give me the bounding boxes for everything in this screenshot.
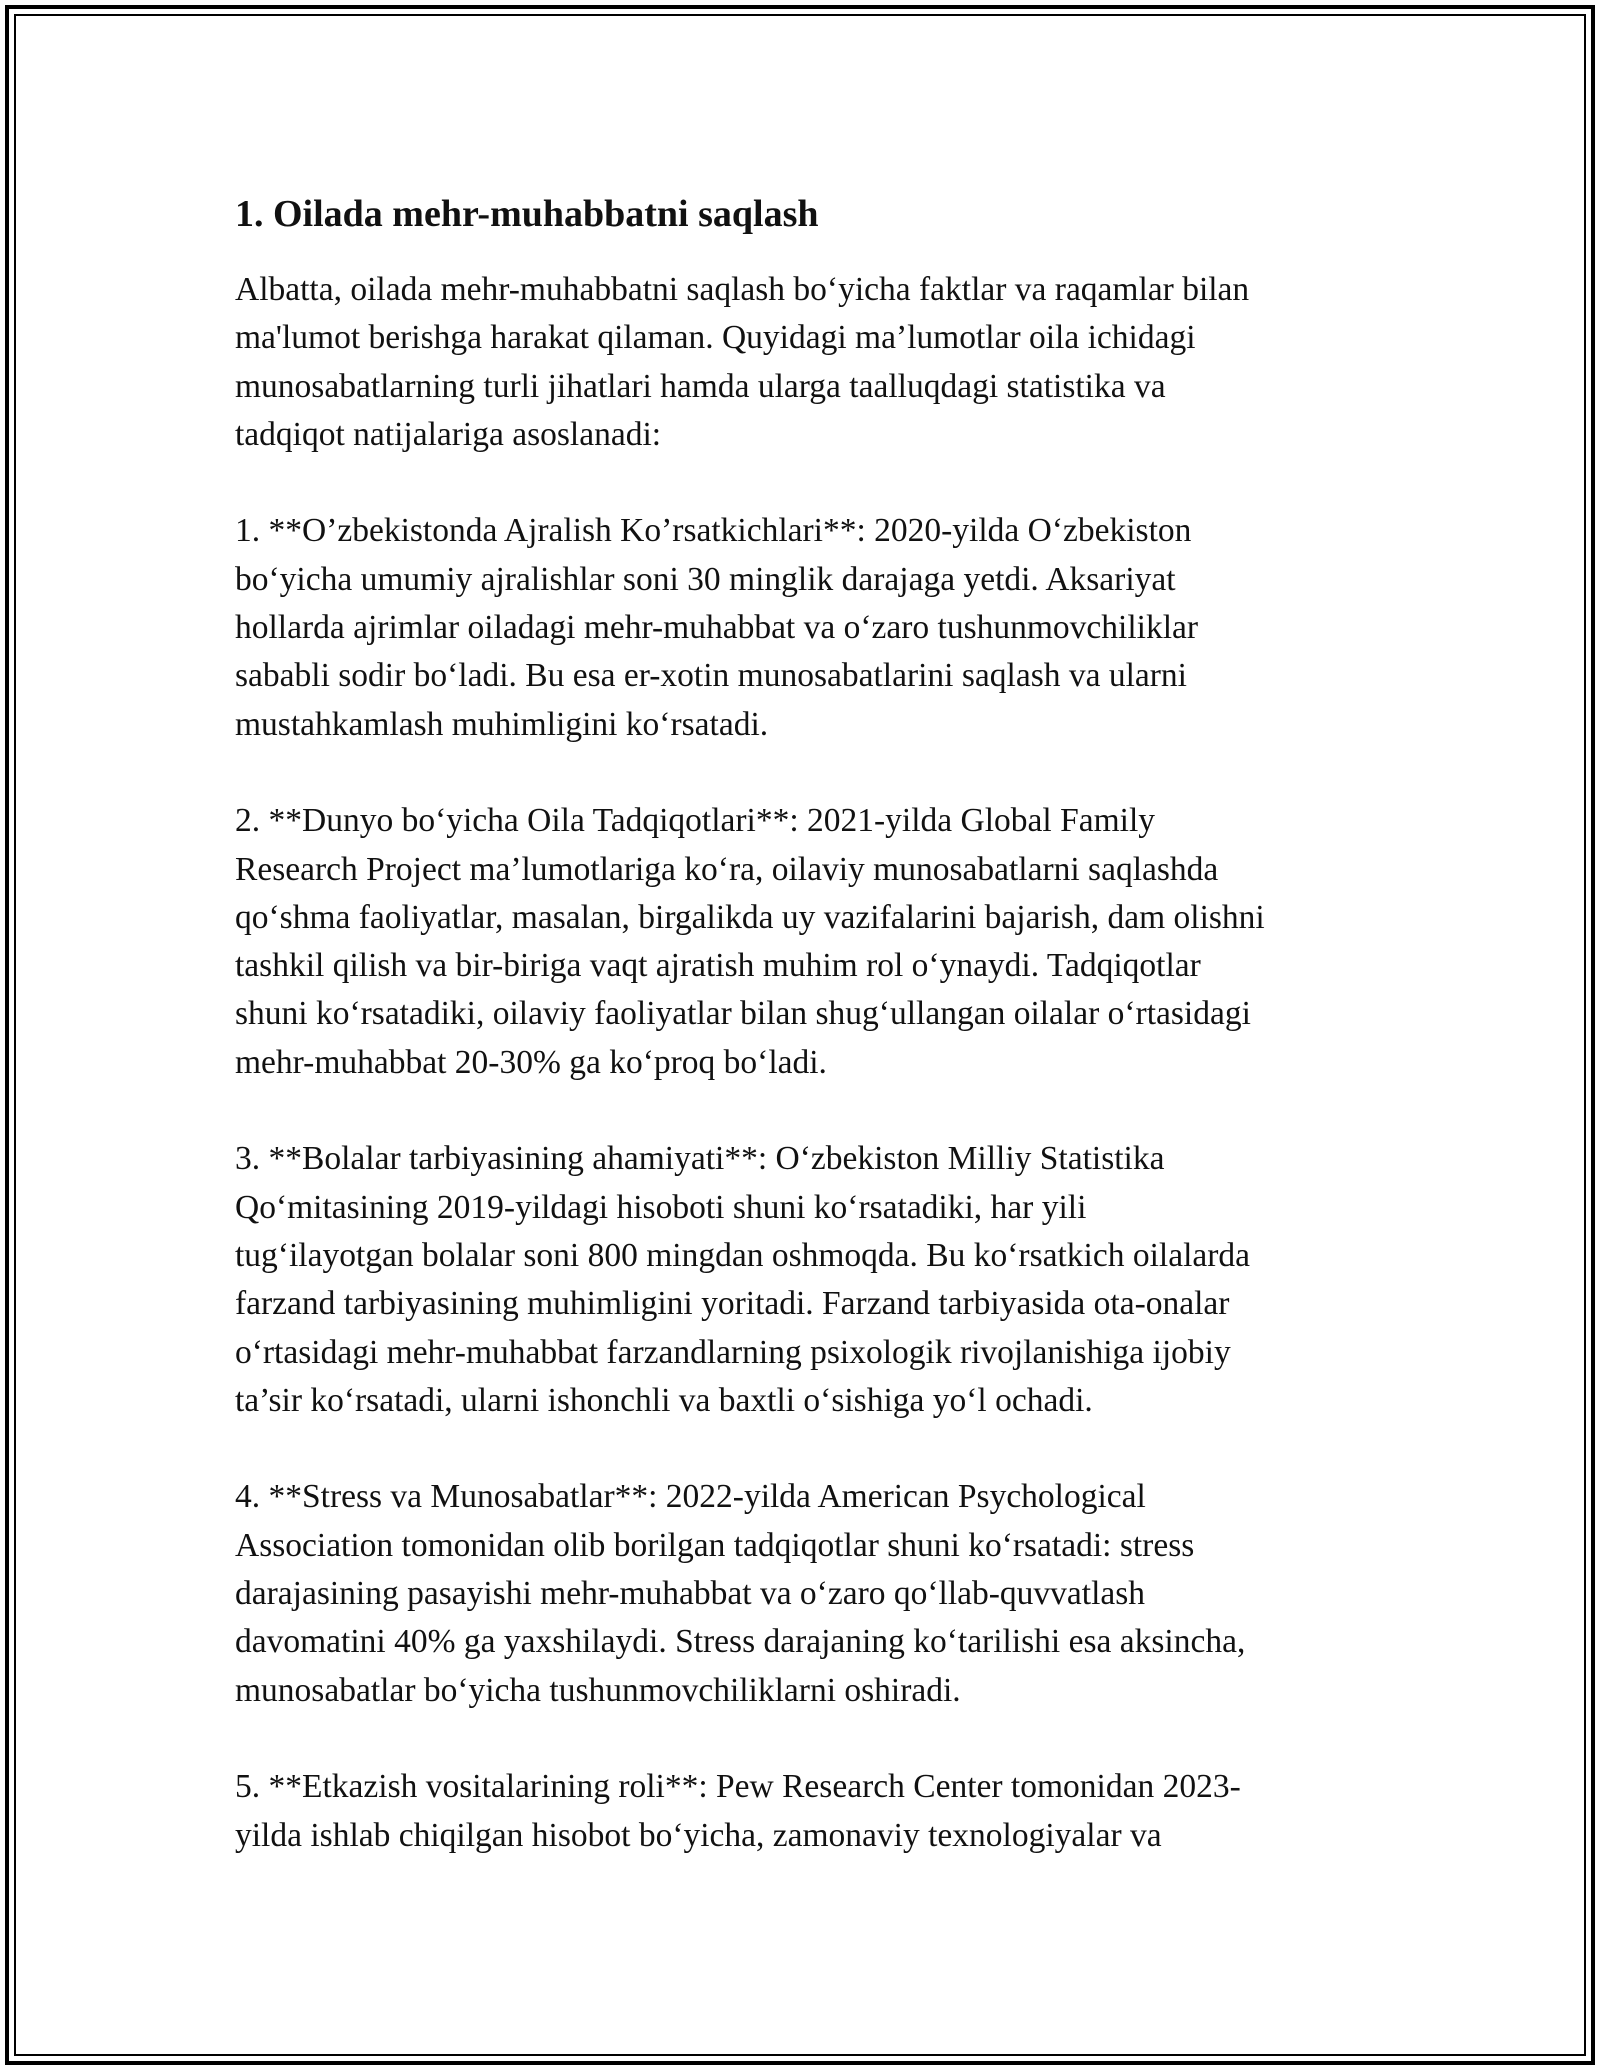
paragraph-line: mustahkamlash muhimligini ko‘rsatadi. — [235, 705, 769, 743]
document-body — [235, 186, 1375, 1908]
paragraph-item-1 — [235, 507, 1375, 748]
paragraph-line: 2. **Dunyo bo‘yicha Oila Tadqiqotlari**: 2021-yilda Global Family — [235, 802, 1156, 840]
paragraph-line: Albatta, oilada mehr-muhabbatni saqlash bo‘yicha faktlar va raqamlar bilan — [235, 271, 1250, 308]
paragraph-line: Association tomonidan olib borilgan tadqiqotlar shuni ko‘rsatadi: stress — [235, 1526, 1195, 1564]
paragraph-item-3 — [235, 1135, 1375, 1425]
paragraph-line: tug‘ilayotgan bolalar soni 800 mingdan oshmoqda. Bu ko‘rsatkich oilalarda — [235, 1236, 1251, 1274]
paragraph-line: Research Project ma’lumotlariga ko‘ra, oilaviy munosabatlarni saqlashda — [235, 850, 1219, 888]
paragraph-line: davomatini 40% ga yaxshilaydi. Stress darajaning ko‘tarilishi esa aksincha, — [235, 1623, 1246, 1661]
paragraph-line: munosabatlarning turli jihatlari hamda ularga taalluqdagi statistika va — [235, 367, 1166, 405]
paragraph-line: qo‘shma faoliyatlar, masalan, birgalikda uy vazifalarini bajarish, dam olishni — [235, 898, 1265, 936]
paragraph-line: o‘rtasidagi mehr-muhabbat farzandlarning psixologik rivojlanishiga ijobiy — [235, 1333, 1231, 1371]
paragraph-line: 1. **O’zbekistonda Ajralish Ko’rsatkichlari**: 2020-yilda O‘zbekiston — [235, 512, 1192, 550]
paragraph-line: bo‘yicha umumiy ajralishlar soni 30 minglik darajaga yetdi. Aksariyat — [235, 560, 1176, 598]
paragraph-line: sababli sodir bo‘ladi. Bu esa er-xotin munosabatlarini saqlash va ularni — [235, 657, 1187, 695]
paragraph-line: ta’sir ko‘rsatadi, ularni ishonchli va baxtli o‘sishiga yo‘l ochadi. — [235, 1381, 1093, 1419]
paragraph-item-4 — [235, 1473, 1375, 1714]
paragraph-line: Qo‘mitasining 2019-yildagi hisoboti shuni ko‘rsatadiki, har yili — [235, 1188, 1087, 1226]
paragraph-line: 5. **Etkazish vositalarining roli**: Pew Research Center tomonidan 2023- — [235, 1768, 1241, 1806]
paragraph-line: darajasining pasayishi mehr-muhabbat va o‘zaro qo‘llab-quvvatlash — [235, 1575, 1146, 1613]
page-title: 1. Oilada mehr-muhabbatni saqlash — [235, 193, 819, 235]
paragraph-line: munosabatlar bo‘yicha tushunmovchiliklarni oshiradi. — [235, 1671, 961, 1709]
paragraph-item-5 — [235, 1763, 1375, 1860]
paragraph-line: ma'lumot berishga harakat qilaman. Quyidagi ma’lumotlar oila ichidagi — [235, 319, 1196, 357]
paragraph-line: yilda ishlab chiqilgan hisobot bo‘yicha, zamonaviy texnologiyalar va — [235, 1816, 1162, 1854]
paragraph-line: hollarda ajrimlar oiladagi mehr-muhabbat va o‘zaro tushunmovchiliklar — [235, 609, 1199, 647]
paragraph-line: shuni ko‘rsatadiki, oilaviy faoliyatlar bilan shug‘ullangan oilalar o‘rtasidagi — [235, 995, 1251, 1033]
paragraph-line: tadqiqot natijalariga asoslanadi: — [235, 415, 662, 453]
paragraph-line: mehr-muhabbat 20-30% ga ko‘proq bo‘ladi. — [235, 1043, 827, 1081]
paragraph-line: 4. **Stress va Munosabatlar**: 2022-yilda American Psychological — [235, 1478, 1146, 1516]
paragraph-line: farzand tarbiyasining muhimligini yoritadi. Farzand tarbiyasida ota-onalar — [235, 1285, 1230, 1323]
paragraph-line: 3. **Bolalar tarbiyasining ahamiyati**: O‘zbekiston Milliy Statistika — [235, 1140, 1165, 1178]
paragraph-line: tashkil qilish va bir-biriga vaqt ajratish muhim rol o‘ynaydi. Tadqiqotlar — [235, 947, 1201, 985]
paragraph-intro — [235, 266, 1375, 459]
paragraph-item-2 — [235, 797, 1375, 1087]
